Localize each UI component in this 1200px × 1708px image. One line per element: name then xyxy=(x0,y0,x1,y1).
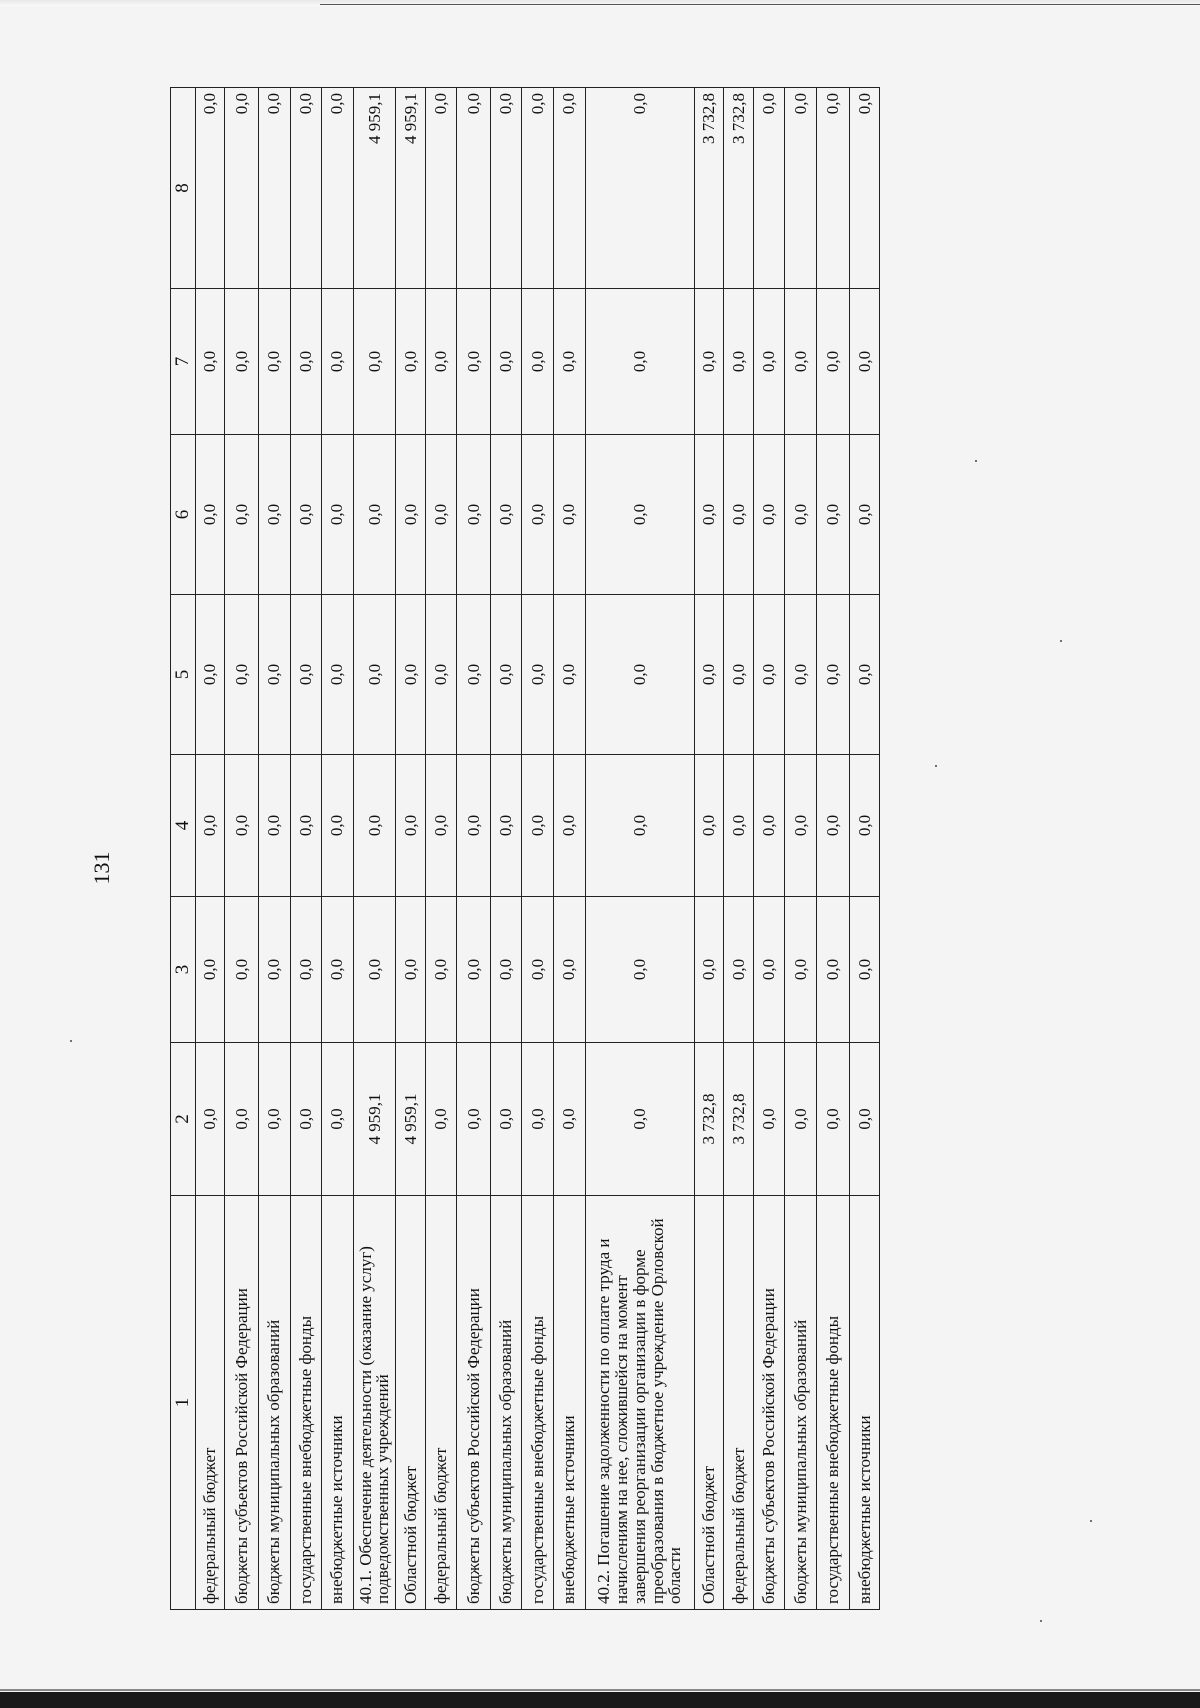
row-label: Областной бюджет xyxy=(396,1196,425,1610)
cell-col-6: 0,0 xyxy=(195,435,224,595)
cell-col-7: 0,0 xyxy=(396,289,425,435)
cell-col-4: 0,0 xyxy=(522,755,554,897)
cell-col-7: 0,0 xyxy=(290,289,322,435)
cell-col-7: 0,0 xyxy=(490,289,522,435)
cell-col-3: 0,0 xyxy=(850,897,880,1043)
row-label: федеральный бюджет xyxy=(724,1196,753,1610)
row-label: внебюджетные источники xyxy=(850,1196,880,1610)
cell-col-4: 0,0 xyxy=(694,755,723,897)
cell-col-6: 0,0 xyxy=(850,435,880,595)
table-row xyxy=(585,88,694,1610)
table-row xyxy=(322,88,354,1610)
cell-col-8: 0,0 xyxy=(753,88,785,289)
header-col-4: 4 xyxy=(171,755,196,897)
cell-col-5: 0,0 xyxy=(554,595,586,755)
scan-bottom-edge xyxy=(0,1692,1200,1708)
cell-col-7: 0,0 xyxy=(425,289,457,435)
cell-col-6: 0,0 xyxy=(785,435,817,595)
cell-col-7: 0,0 xyxy=(195,289,224,435)
cell-col-2: 4 959,1 xyxy=(396,1043,425,1196)
table-row xyxy=(195,88,224,1610)
row-label: федеральный бюджет xyxy=(425,1196,457,1610)
table-header-row xyxy=(171,88,196,1610)
cell-col-7: 0,0 xyxy=(353,289,396,435)
row-label: бюджеты муниципальных образований xyxy=(259,1196,291,1610)
cell-col-8: 0,0 xyxy=(259,88,291,289)
header-col-7: 7 xyxy=(171,289,196,435)
row-label: бюджеты субъектов Российской Федерации xyxy=(457,1196,491,1610)
header-col-8: 8 xyxy=(171,88,196,289)
cell-col-2: 0,0 xyxy=(585,1043,694,1196)
cell-col-7: 0,0 xyxy=(554,289,586,435)
cell-col-5: 0,0 xyxy=(785,595,817,755)
scan-speck xyxy=(935,765,937,767)
header-col-2: 2 xyxy=(171,1043,196,1196)
cell-col-8: 3 732,8 xyxy=(724,88,753,289)
cell-col-7: 0,0 xyxy=(694,289,723,435)
budget-table xyxy=(170,87,880,1610)
cell-col-6: 0,0 xyxy=(694,435,723,595)
table-row xyxy=(425,88,457,1610)
cell-col-5: 0,0 xyxy=(353,595,396,755)
table-row xyxy=(785,88,817,1610)
cell-col-4: 0,0 xyxy=(396,755,425,897)
cell-col-3: 0,0 xyxy=(724,897,753,1043)
row-label: бюджеты муниципальных образований xyxy=(490,1196,522,1610)
cell-col-8: 0,0 xyxy=(585,88,694,289)
cell-col-2: 0,0 xyxy=(850,1043,880,1196)
cell-col-2: 0,0 xyxy=(522,1043,554,1196)
cell-col-6: 0,0 xyxy=(522,435,554,595)
cell-col-6: 0,0 xyxy=(259,435,291,595)
cell-col-6: 0,0 xyxy=(322,435,354,595)
cell-col-3: 0,0 xyxy=(353,897,396,1043)
row-label: бюджеты субъектов Российской Федерации xyxy=(225,1196,259,1610)
cell-col-6: 0,0 xyxy=(816,435,850,595)
cell-col-7: 0,0 xyxy=(522,289,554,435)
cell-col-8: 4 959,1 xyxy=(353,88,396,289)
row-label: государственные внебюджетные фонды xyxy=(816,1196,850,1610)
cell-col-5: 0,0 xyxy=(585,595,694,755)
cell-col-4: 0,0 xyxy=(425,755,457,897)
cell-col-2: 0,0 xyxy=(425,1043,457,1196)
cell-col-3: 0,0 xyxy=(195,897,224,1043)
cell-col-5: 0,0 xyxy=(850,595,880,755)
cell-col-8: 3 732,8 xyxy=(694,88,723,289)
cell-col-2: 0,0 xyxy=(457,1043,491,1196)
cell-col-2: 0,0 xyxy=(290,1043,322,1196)
cell-col-5: 0,0 xyxy=(396,595,425,755)
cell-col-3: 0,0 xyxy=(554,897,586,1043)
table-row xyxy=(753,88,785,1610)
row-label: 40.1. Обеспечение деятельности (оказание услуг) подведомственных учреждений xyxy=(353,1196,396,1610)
scan-top-edge xyxy=(0,0,1200,6)
cell-col-8: 0,0 xyxy=(457,88,491,289)
cell-col-5: 0,0 xyxy=(322,595,354,755)
cell-col-3: 0,0 xyxy=(396,897,425,1043)
cell-col-5: 0,0 xyxy=(694,595,723,755)
row-label: 40.2. Погашение задолженности по оплате труда и начислениям на нее, сложившейся на момент завершения реорганизации организации в форме преобразования в бюджетное учреждение Орловской области xyxy=(585,1196,694,1610)
cell-col-4: 0,0 xyxy=(816,755,850,897)
row-label: бюджеты субъектов Российской Федерации xyxy=(753,1196,785,1610)
cell-col-6: 0,0 xyxy=(353,435,396,595)
cell-col-4: 0,0 xyxy=(259,755,291,897)
cell-col-4: 0,0 xyxy=(457,755,491,897)
cell-col-6: 0,0 xyxy=(290,435,322,595)
cell-col-4: 0,0 xyxy=(490,755,522,897)
cell-col-3: 0,0 xyxy=(457,897,491,1043)
page-number: 131 xyxy=(89,851,114,885)
cell-col-4: 0,0 xyxy=(353,755,396,897)
table-row xyxy=(353,88,396,1610)
table-row xyxy=(694,88,723,1610)
cell-col-4: 0,0 xyxy=(753,755,785,897)
cell-col-8: 0,0 xyxy=(522,88,554,289)
cell-col-6: 0,0 xyxy=(753,435,785,595)
cell-col-5: 0,0 xyxy=(753,595,785,755)
table-rotated-container xyxy=(170,88,880,1610)
cell-col-3: 0,0 xyxy=(694,897,723,1043)
cell-col-5: 0,0 xyxy=(259,595,291,755)
cell-col-3: 0,0 xyxy=(753,897,785,1043)
row-label: внебюджетные источники xyxy=(322,1196,354,1610)
table-row xyxy=(724,88,753,1610)
cell-col-4: 0,0 xyxy=(724,755,753,897)
cell-col-2: 0,0 xyxy=(225,1043,259,1196)
scan-speck xyxy=(1040,1620,1042,1622)
row-label: внебюджетные источники xyxy=(554,1196,586,1610)
cell-col-8: 4 959,1 xyxy=(396,88,425,289)
cell-col-3: 0,0 xyxy=(785,897,817,1043)
cell-col-6: 0,0 xyxy=(425,435,457,595)
table-row xyxy=(457,88,491,1610)
cell-col-6: 0,0 xyxy=(457,435,491,595)
cell-col-2: 4 959,1 xyxy=(353,1043,396,1196)
cell-col-5: 0,0 xyxy=(290,595,322,755)
cell-col-6: 0,0 xyxy=(490,435,522,595)
cell-col-4: 0,0 xyxy=(290,755,322,897)
cell-col-7: 0,0 xyxy=(816,289,850,435)
table-row xyxy=(225,88,259,1610)
table-row xyxy=(490,88,522,1610)
table-row xyxy=(554,88,586,1610)
cell-col-3: 0,0 xyxy=(585,897,694,1043)
cell-col-8: 0,0 xyxy=(425,88,457,289)
row-label: государственные внебюджетные фонды xyxy=(522,1196,554,1610)
cell-col-7: 0,0 xyxy=(724,289,753,435)
scan-speck xyxy=(1090,1520,1092,1522)
cell-col-8: 0,0 xyxy=(785,88,817,289)
cell-col-3: 0,0 xyxy=(425,897,457,1043)
row-label: бюджеты муниципальных образований xyxy=(785,1196,817,1610)
cell-col-8: 0,0 xyxy=(322,88,354,289)
cell-col-2: 0,0 xyxy=(259,1043,291,1196)
cell-col-2: 3 732,8 xyxy=(724,1043,753,1196)
cell-col-3: 0,0 xyxy=(816,897,850,1043)
table-row xyxy=(259,88,291,1610)
cell-col-2: 0,0 xyxy=(490,1043,522,1196)
cell-col-6: 0,0 xyxy=(554,435,586,595)
cell-col-8: 0,0 xyxy=(225,88,259,289)
cell-col-7: 0,0 xyxy=(457,289,491,435)
cell-col-7: 0,0 xyxy=(585,289,694,435)
cell-col-2: 0,0 xyxy=(785,1043,817,1196)
table-body xyxy=(195,88,879,1610)
cell-col-6: 0,0 xyxy=(724,435,753,595)
cell-col-3: 0,0 xyxy=(290,897,322,1043)
table-row xyxy=(290,88,322,1610)
cell-col-7: 0,0 xyxy=(850,289,880,435)
cell-col-5: 0,0 xyxy=(522,595,554,755)
cell-col-6: 0,0 xyxy=(225,435,259,595)
cell-col-4: 0,0 xyxy=(785,755,817,897)
cell-col-4: 0,0 xyxy=(554,755,586,897)
cell-col-8: 0,0 xyxy=(290,88,322,289)
table-row xyxy=(396,88,425,1610)
table-row xyxy=(522,88,554,1610)
cell-col-2: 0,0 xyxy=(554,1043,586,1196)
cell-col-8: 0,0 xyxy=(490,88,522,289)
cell-col-7: 0,0 xyxy=(225,289,259,435)
cell-col-7: 0,0 xyxy=(785,289,817,435)
cell-col-8: 0,0 xyxy=(195,88,224,289)
header-col-3: 3 xyxy=(171,897,196,1043)
cell-col-2: 0,0 xyxy=(753,1043,785,1196)
cell-col-4: 0,0 xyxy=(225,755,259,897)
table-row xyxy=(816,88,850,1610)
row-label: государственные внебюджетные фонды xyxy=(290,1196,322,1610)
cell-col-2: 0,0 xyxy=(322,1043,354,1196)
cell-col-3: 0,0 xyxy=(322,897,354,1043)
cell-col-5: 0,0 xyxy=(724,595,753,755)
cell-col-8: 0,0 xyxy=(850,88,880,289)
cell-col-8: 0,0 xyxy=(816,88,850,289)
cell-col-6: 0,0 xyxy=(585,435,694,595)
cell-col-6: 0,0 xyxy=(396,435,425,595)
row-label: федеральный бюджет xyxy=(195,1196,224,1610)
cell-col-5: 0,0 xyxy=(816,595,850,755)
scan-speck xyxy=(975,460,977,462)
scan-top-line xyxy=(320,4,1200,5)
cell-col-4: 0,0 xyxy=(322,755,354,897)
cell-col-7: 0,0 xyxy=(322,289,354,435)
cell-col-5: 0,0 xyxy=(490,595,522,755)
row-label: Областной бюджет xyxy=(694,1196,723,1610)
header-col-6: 6 xyxy=(171,435,196,595)
cell-col-3: 0,0 xyxy=(522,897,554,1043)
cell-col-5: 0,0 xyxy=(195,595,224,755)
scan-speck xyxy=(1060,640,1062,642)
cell-col-4: 0,0 xyxy=(585,755,694,897)
cell-col-5: 0,0 xyxy=(225,595,259,755)
cell-col-5: 0,0 xyxy=(457,595,491,755)
cell-col-8: 0,0 xyxy=(554,88,586,289)
cell-col-4: 0,0 xyxy=(195,755,224,897)
cell-col-2: 3 732,8 xyxy=(694,1043,723,1196)
header-col-1: 1 xyxy=(171,1196,196,1610)
cell-col-4: 0,0 xyxy=(850,755,880,897)
cell-col-5: 0,0 xyxy=(425,595,457,755)
cell-col-2: 0,0 xyxy=(195,1043,224,1196)
cell-col-2: 0,0 xyxy=(816,1043,850,1196)
scan-speck xyxy=(70,1040,72,1042)
cell-col-3: 0,0 xyxy=(225,897,259,1043)
header-col-5: 5 xyxy=(171,595,196,755)
table-row xyxy=(850,88,880,1610)
cell-col-7: 0,0 xyxy=(259,289,291,435)
cell-col-3: 0,0 xyxy=(490,897,522,1043)
cell-col-3: 0,0 xyxy=(259,897,291,1043)
cell-col-7: 0,0 xyxy=(753,289,785,435)
